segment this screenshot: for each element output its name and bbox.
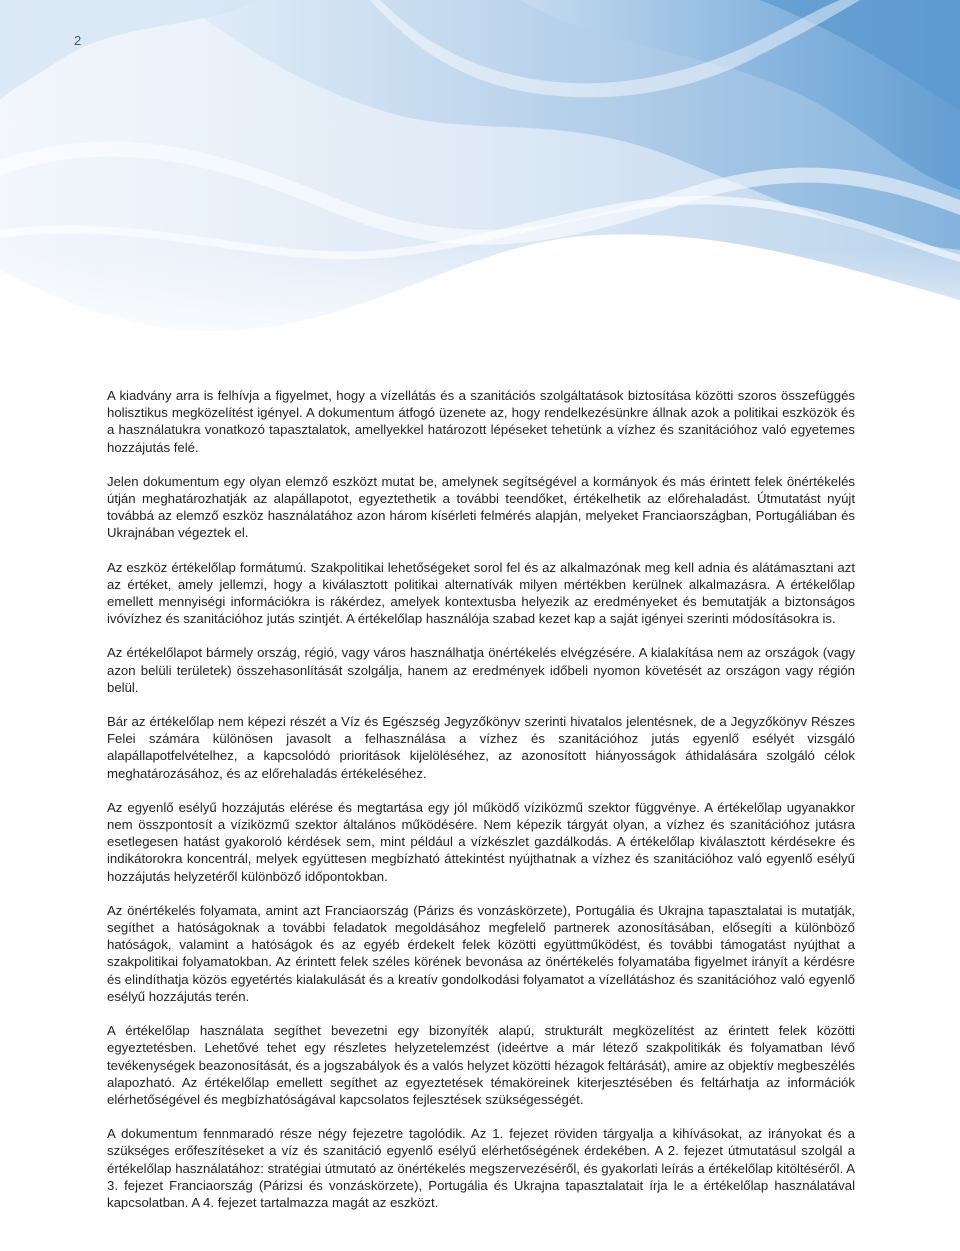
- paragraph-4: Az értékelőlapot bármely ország, régió, vagy város használhatja önértékelés elvégzésére. A kialakítása nem az országok (vagy azon belüli területek) összehasonlítását szolgálja, hanem az eredmények időbeli nyomon követését az országon vagy régión belül.: [107, 645, 855, 695]
- paragraph-6: Az egyenlő esélyű hozzájutás elérése és megtartása egy jól működő víziközmű szektor függvénye. A értékelőlap ugyanakkor nem összpontosít a víziközmű szektor általános működésére. Nem képezik tárgyát olyan, a vízhez és szanitációhoz jutásra esetlegesen hatást gyakoroló kérdések sem, mint például a vízkészlet gazdálkodás. A értékelőlap kiválasztott kérdésekre és indikátorokra koncentrál, melyek együttesen megbízható áttekintést nyújthatnak a vízhez és szanitációhoz való egyenlő esélyű hozzájutás helyzetéről különböző időpontokban.: [107, 799, 855, 884]
- paragraph-7: Az önértékelés folyamata, amint azt Franciaország (Párizs és vonzáskörzete), Portugália és Ukrajna tapasztalatai is mutatják, segíthet a hatóságoknak a további feladatok megoldásához megfelelő partnerek azonosításában, elősegíti a különböző hatóságok, valamint a hatóságok és az egyéb érdekelt felek közötti együttműködést, és további támogatást nyújthat a szakpolitikai folyamatokban. Az érintett felek széles körének bevonása az önértékelés folyamatába figyelmet irányít a kérdésre és elindíthatja közös egyetértés kialakulását és a kreatív gondolkodási folyamatot a vízellátáshoz és szanitációhoz való egyenlő esélyű hozzájutás terén.: [107, 902, 855, 1004]
- paragraph-2: Jelen dokumentum egy olyan elemző eszközt mutat be, amelynek segítségével a kormányok és más érintett felek önértékelés útján meghatározhatják az alapállapotot, egyeztethetik a további teendőket, értékelhetik az előrehaladást. Útmutatást nyújt továbbá az elemző eszköz használatához azon három kísérleti felmérés alapján, melyeket Franciaországban, Portugáliában és Ukrajnában végeztek el.: [107, 473, 855, 541]
- paragraph-1: A kiadvány arra is felhívja a figyelmet, hogy a vízellátás és a szanitációs szolgáltatások biztosítása közötti szoros összefüggés holisztikus megközelítést igényel. A dokumentum átfogó üzenete az, hogy rendelkezésünkre állnak azok a politikai eszközök és a használatukra vonatkozó tapasztalatok, amellyekkel határozott lépéseket tehetünk a vízhez és szanitációhoz való egyetemes hozzájutás felé.: [107, 388, 855, 455]
- wave-header-decoration: [0, 0, 960, 370]
- document-body: [107, 387, 855, 1228]
- paragraph-3: Az eszköz értékelőlap formátumú. Szakpolitikai lehetőségeket sorol fel és az alkalmazónak meg kell adnia és alátámasztani azt az értéket, amely jellemzi, hogy a kiválasztott politikai alternatívák milyen mértékben kerülnek alkalmazásra. A értékelőlap emellett mennyiségi információkra is rákérdez, amelyek kontextusba helyezik az eredményeket és bemutatják a biztonságos ivóvízhez és szanitációhoz jutás szintjét. A értékelőlap használója szabad kezet kap a saját igényei szerinti módosításokra is.: [107, 559, 855, 627]
- paragraph-8: A értékelőlap használata segíthet bevezetni egy bizonyíték alapú, strukturált megközelítést az érintett felek közötti egyeztetésben. Lehetővé tehet egy részletes helyzetelemzést (ideértve a már létező szakpolitikák és folyamatban lévő tevékenységek beazonosítását, és a jogszabályok és a valós helyzet közötti hézagok feltárását), amire az objektív megbeszélés alapozható. Az értékelőlap emellett segíthet az egyeztetések témaköreinek kiterjesztésében és feltárhatja az információk elérhetőségével és megbízhatóságával kapcsolatos fejlesztések szükségességét.: [107, 1023, 855, 1107]
- paragraph-5: Bár az értékelőlap nem képezi részét a Víz és Egészség Jegyzőkönyv szerinti hivatalos jelentésnek, de a Jegyzőkönyv Részes Felei számára különösen javasolt a felhasználása a vízhez és szanitációhoz jutás egyenlő esélyét vizsgáló alapállapotfelvételhez, a kapcsolódó prioritások kijelöléséhez, az azonosított hiányosságok áthidalására szolgáló célok meghatározásához, és az előrehaladás értékeléséhez.: [107, 714, 855, 781]
- page-number: 2: [74, 33, 82, 48]
- paragraph-9: A dokumentum fennmaradó része négy fejezetre tagolódik. Az 1. fejezet röviden tárgyalja a kihívásokat, az irányokat és a szükséges erőfeszítéseket a víz és szanitáció egyenlő esélyű elérhetőségének érdekében. A 2. fejezet útmutatásul szolgál a értékelőlap használatához: stratégiai útmutató az önértékelés megszervezéséről, és gyakorlati leírás a értékelőlap kitöltéséről. A 3. fejezet Franciaország (Párizsi és vonzáskörzete), Portugália és Ukrajna tapasztalatait írja le a értékelőlap használatával kapcsolatban. A 4. fejezet tartalmazza magát az eszközt.: [107, 1126, 855, 1210]
